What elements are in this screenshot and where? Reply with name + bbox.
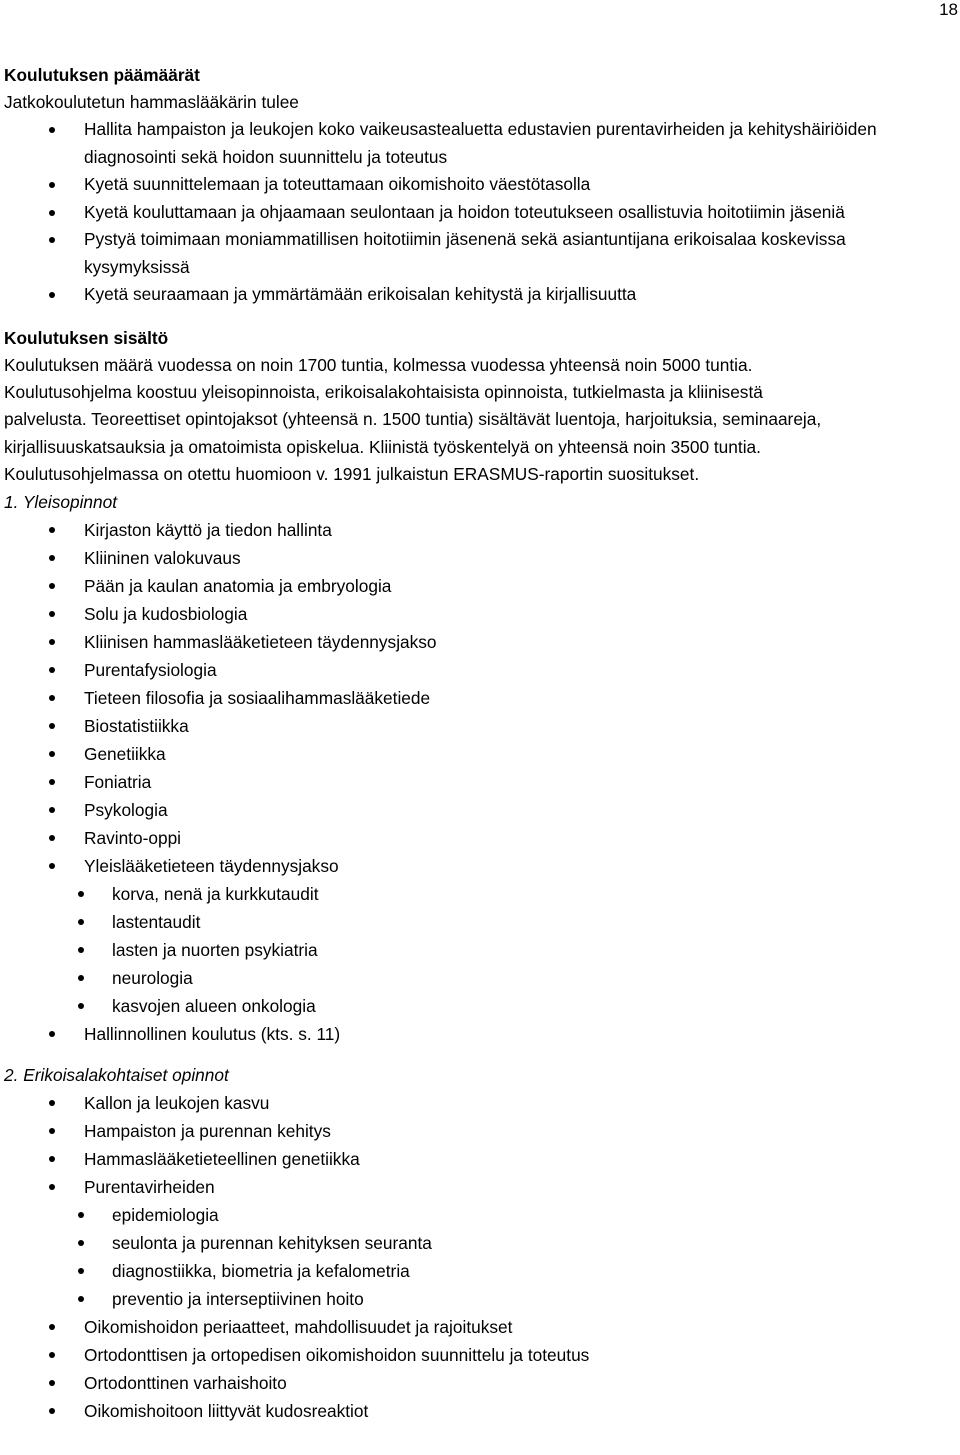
sub-list-item: epidemiologia — [4, 1201, 954, 1229]
general-studies-list — [4, 516, 954, 880]
list-item: Genetiikka — [4, 740, 954, 768]
bullet-icon — [78, 1296, 84, 1302]
page-number: 18 — [939, 0, 958, 19]
bullet-icon — [78, 919, 84, 925]
bullet-icon — [49, 639, 55, 645]
bullet-icon — [49, 182, 55, 188]
bullet-icon — [78, 891, 84, 897]
content-section — [4, 325, 954, 489]
list-item: Biostatistiikka — [4, 712, 954, 740]
bullet-icon — [78, 1212, 84, 1218]
bullet-icon — [49, 1184, 55, 1190]
list-item: Oikomishoidon periaatteet, mahdollisuudet ja rajoitukset — [4, 1313, 954, 1341]
bullet-icon — [78, 1240, 84, 1246]
list-item: Foniatria — [4, 768, 954, 796]
bullet-icon — [78, 975, 84, 981]
bullet-icon — [49, 863, 55, 869]
content-paragraph-line: Koulutuksen määrä vuodessa on noin 1700 tuntia, kolmessa vuodessa yhteensä noin 5000 tuntia. — [4, 354, 753, 375]
general-studies-section — [4, 489, 954, 1048]
bullet-icon — [49, 237, 55, 243]
bullet-icon — [78, 947, 84, 953]
bullet-icon — [49, 1408, 55, 1414]
sub-list-item: diagnostiikka, biometria ja kefalometria — [4, 1257, 954, 1285]
bullet-icon — [49, 723, 55, 729]
list-item: Tieteen filosofia ja sosiaalihammaslääketiede — [4, 684, 954, 712]
bullet-icon — [49, 1324, 55, 1330]
list-item: Purentafysiologia — [4, 656, 954, 684]
goals-intro: Jatkokoulutetun hammaslääkärin tulee — [4, 92, 299, 112]
list-item: Kallon ja leukojen kasvu — [4, 1089, 954, 1117]
list-item: Solu ja kudosbiologia — [4, 600, 954, 628]
specialty-studies-sublist — [4, 1201, 954, 1313]
bullet-icon — [49, 751, 55, 757]
sub-list-item: korva, nenä ja kurkkutaudit — [4, 880, 954, 908]
specialty-studies-section — [4, 1062, 954, 1425]
document-body — [4, 62, 954, 1425]
bullet-icon — [49, 1380, 55, 1386]
goals-heading: Koulutuksen päämäärät — [4, 65, 200, 85]
list-item: Kirjaston käyttö ja tiedon hallinta — [4, 516, 954, 544]
bullet-icon — [49, 611, 55, 617]
content-paragraph-line: Koulutusohjelmassa on otettu huomioon v. 1991 julkaistun ERASMUS-raportin suositukset. — [4, 464, 700, 485]
general-studies-list-end — [4, 1020, 954, 1048]
sub-list-item: lasten ja nuorten psykiatria — [4, 936, 954, 964]
bullet-icon — [49, 527, 55, 533]
sub-list-item: neurologia — [4, 964, 954, 992]
list-item: Oikomishoitoon liittyvät kudosreaktiot — [4, 1397, 954, 1425]
list-item: Hammaslääketieteellinen genetiikka — [4, 1145, 954, 1173]
list-item: Hallinnollinen koulutus (kts. s. 11) — [4, 1020, 954, 1048]
list-item: Kliininen valokuvaus — [4, 544, 954, 572]
goal-item: Kyetä seuraamaan ja ymmärtämään erikoisalan kehitystä ja kirjallisuutta — [4, 281, 954, 309]
bullet-icon — [78, 1268, 84, 1274]
list-item: Purentavirheiden — [4, 1173, 954, 1201]
content-heading: Koulutuksen sisältö — [4, 327, 169, 348]
content-paragraph-line: kirjallisuuskatsauksia ja omatoimista opiskelua. Kliinistä työskentelyä on yhteensä noin 3500 tuntia. — [4, 436, 761, 457]
list-item: Yleislääketieteen täydennysjakso — [4, 852, 954, 880]
bullet-icon — [49, 555, 55, 561]
bullet-icon — [49, 583, 55, 589]
bullet-icon — [49, 695, 55, 701]
list-item: Ravinto-oppi — [4, 824, 954, 852]
bullet-icon — [49, 667, 55, 673]
bullet-icon — [49, 779, 55, 785]
bullet-icon — [49, 807, 55, 813]
goal-item: Kyetä kouluttamaan ja ohjaamaan seulontaan ja hoidon toteutukseen osallistuvia hoitotiimin jäseniä — [4, 199, 954, 227]
goal-item: Hallita hampaiston ja leukojen koko vaikeusastealuetta edustavien purentavirheiden ja kehityshäiriöiden diagnosointi sekä hoidon suunnittelu ja toteutus — [4, 116, 954, 171]
sub-list-item: kasvojen alueen onkologia — [4, 992, 954, 1020]
general-studies-title: 1. Yleisopinnot — [4, 491, 118, 512]
specialty-studies-title: 2. Erikoisalakohtaiset opinnot — [4, 1064, 229, 1085]
bullet-icon — [49, 1031, 55, 1037]
goals-section — [4, 62, 954, 309]
specialty-studies-list-more — [4, 1313, 954, 1425]
sub-list-item: lastentaudit — [4, 908, 954, 936]
sub-list-item: seulonta ja purennan kehityksen seuranta — [4, 1229, 954, 1257]
list-item: Kliinisen hammaslääketieteen täydennysjakso — [4, 628, 954, 656]
bullet-icon — [49, 1156, 55, 1162]
general-studies-sublist — [4, 880, 954, 1020]
bullet-icon — [49, 835, 55, 841]
content-paragraph-line: palvelusta. Teoreettiset opintojaksot (yhteensä n. 1500 tuntia) sisältävät luentoja, harjoituksia, seminaareja, — [4, 409, 822, 430]
goal-item: Pystyä toimimaan moniammatillisen hoitotiimin jäsenenä sekä asiantuntijana erikoisalaa koskevissa kysymyksissä — [4, 226, 954, 281]
content-paragraph-line: Koulutusohjelma koostuu yleisopinnoista, erikoisalakohtaisista opinnoista, tutkielmasta ja kliinisestä — [4, 381, 763, 402]
list-item: Pään ja kaulan anatomia ja embryologia — [4, 572, 954, 600]
bullet-icon — [49, 1352, 55, 1358]
list-item: Psykologia — [4, 796, 954, 824]
list-item: Ortodonttisen ja ortopedisen oikomishoidon suunnittelu ja toteutus — [4, 1341, 954, 1369]
specialty-studies-list — [4, 1089, 954, 1201]
goals-list — [4, 116, 954, 309]
bullet-icon — [78, 1003, 84, 1009]
list-item: Hampaiston ja purennan kehitys — [4, 1117, 954, 1145]
bullet-icon — [49, 127, 55, 133]
bullet-icon — [49, 1100, 55, 1106]
sub-list-item: preventio ja interseptiivinen hoito — [4, 1285, 954, 1313]
bullet-icon — [49, 210, 55, 216]
bullet-icon — [49, 292, 55, 298]
bullet-icon — [49, 1128, 55, 1134]
goal-item: Kyetä suunnittelemaan ja toteuttamaan oikomishoito väestötasolla — [4, 171, 954, 199]
list-item: Ortodonttinen varhaishoito — [4, 1369, 954, 1397]
